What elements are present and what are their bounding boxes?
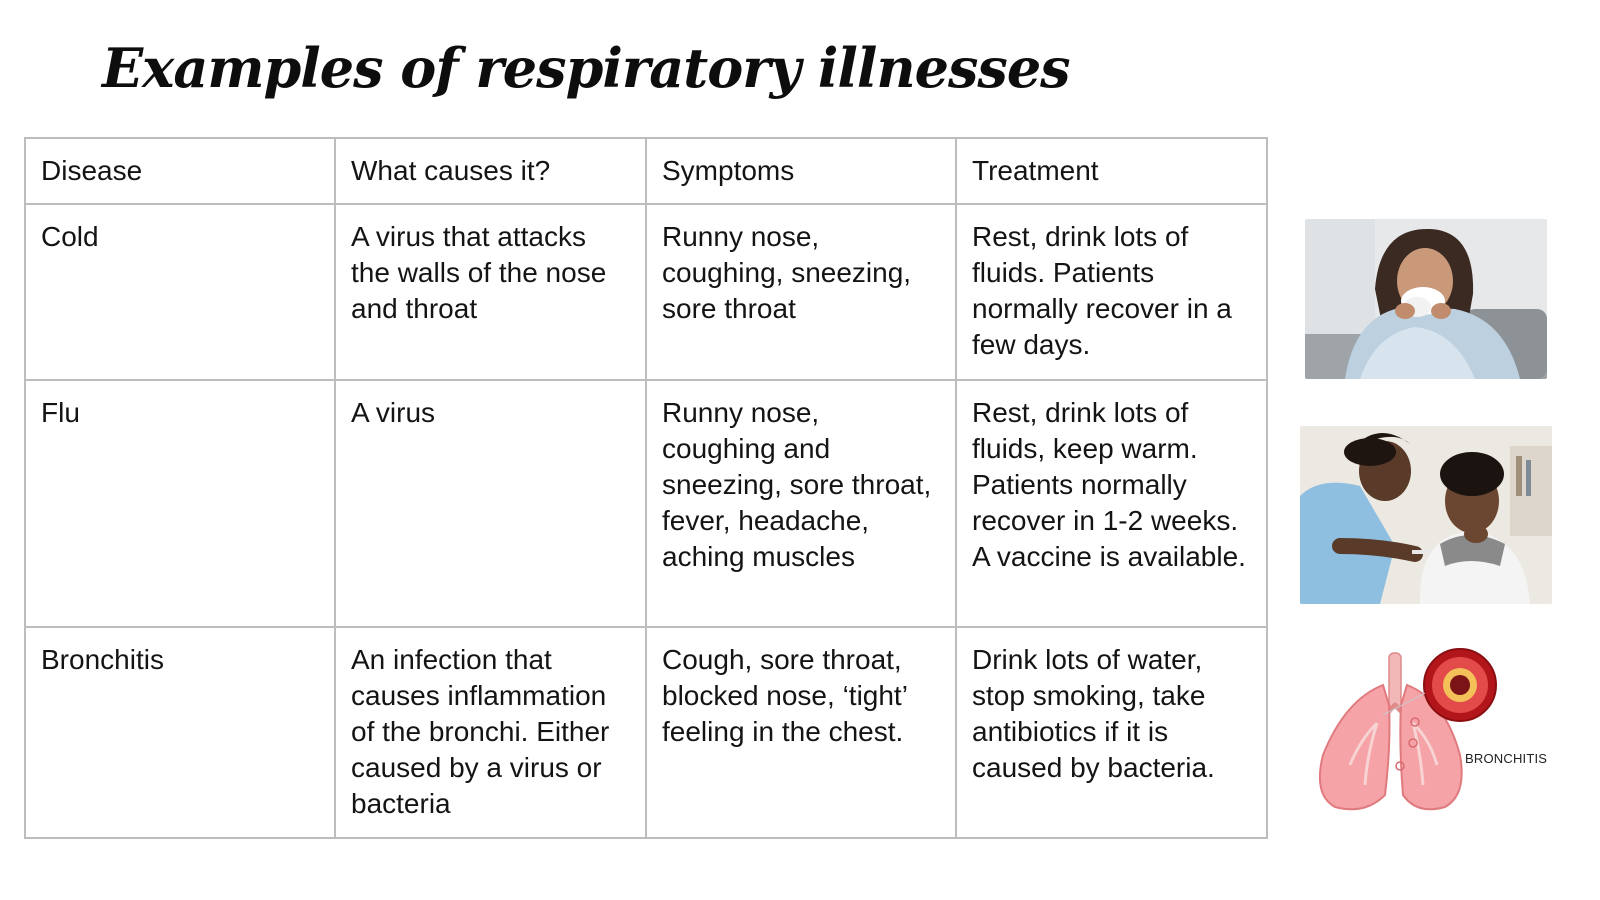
page-title: Examples of respiratory illnesses [102,36,1070,100]
header-disease: Disease [25,138,335,204]
header-treatment: Treatment [956,138,1267,204]
lungs-illustration [1305,645,1555,820]
cell-disease: Flu [25,380,335,627]
illness-table [24,137,1268,839]
table-header-row [25,138,1267,204]
cell-treatment: Drink lots of water, stop smoking, take antibiotics if it is caused by bacteria. [956,627,1267,838]
cell-treatment: Rest, drink lots of fluids. Patients normally recover in a few days. [956,204,1267,380]
cell-treatment: Rest, drink lots of fluids, keep warm. Patients normally recover in 1-2 weeks. A vaccine is available. [956,380,1267,627]
flu-photo [1300,426,1552,604]
table-row [25,380,1267,627]
bronchitis-caption: BRONCHITIS [1465,751,1548,766]
header-cause: What causes it? [335,138,646,204]
cold-photo [1305,219,1547,379]
cell-cause: A virus that attacks the walls of the nose and throat [335,204,646,380]
cell-cause: A virus [335,380,646,627]
table-row [25,627,1267,838]
header-symptoms: Symptoms [646,138,956,204]
cell-symptoms: Runny nose, coughing, sneezing, sore throat [646,204,956,380]
cell-disease: Bronchitis [25,627,335,838]
table-row [25,204,1267,380]
cell-cause: An infection that causes inflammation of the bronchi. Either caused by a virus or bacteria [335,627,646,838]
cell-disease: Cold [25,204,335,380]
cell-symptoms: Cough, sore throat, blocked nose, ‘tight’ feeling in the chest. [646,627,956,838]
cell-symptoms: Runny nose, coughing and sneezing, sore throat, fever, headache, aching muscles [646,380,956,627]
